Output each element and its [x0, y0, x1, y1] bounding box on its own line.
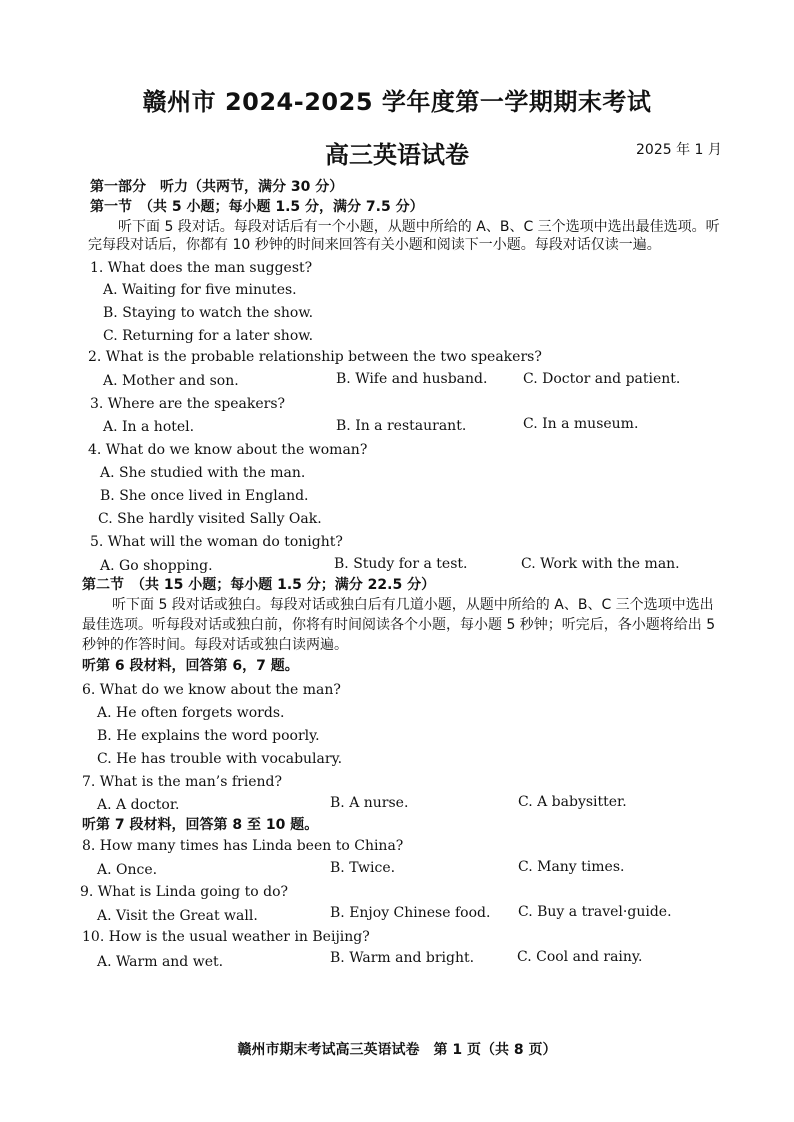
question-5-option-a: A. Go shopping.: [100, 558, 213, 574]
section1-instructions-line2: 完每段对话后，你都有 10 秒钟的时间来回答有关小题和阅读下一小题。每段对话仅读一遍。: [88, 237, 661, 253]
question-9-option-c: C. Buy a travel·guide.: [518, 904, 672, 920]
part1-heading: 第一部分 听力（共两节，满分 30 分）: [90, 179, 344, 195]
question-4-option-a: A. She studied with the man.: [100, 465, 306, 481]
section1-heading: 第一节 （共 5 小题；每小题 1.5 分，满分 7.5 分）: [90, 199, 424, 215]
question-7-option-b: B. A nurse.: [330, 795, 409, 811]
page-footer: 赣州市期末考试高三英语试卷 第 1 页（共 8 页）: [237, 1042, 557, 1058]
exam-subtitle: 高三英语试卷: [325, 141, 469, 169]
question-4-option-b: B. She once lived in England.: [100, 488, 309, 504]
question-1-stem: 1. What does the man suggest?: [90, 260, 313, 276]
section2-heading: 第二节 （共 15 小题；每小题 1.5 分；满分 22.5 分）: [82, 577, 436, 593]
question-5-stem: 5. What will the woman do tonight?: [90, 534, 343, 550]
exam-title: 赣州市 2024-2025 学年度第一学期期末考试: [142, 88, 652, 116]
question-2-option-b: B. Wife and husband.: [336, 371, 488, 387]
question-1-option-b: B. Staying to watch the show.: [103, 305, 314, 321]
question-10-option-c: C. Cool and rainy.: [517, 949, 643, 965]
question-8-stem: 8. How many times has Linda been to China?: [82, 838, 404, 854]
question-1-option-a: A. Waiting for five minutes.: [103, 282, 297, 298]
question-3-option-a: A. In a hotel.: [103, 419, 195, 435]
question-4-stem: 4. What do we know about the woman?: [88, 442, 368, 458]
section1-instructions-line1: 听下面 5 段对话。每段对话后有一个小题，从题中所给的 A、B、C 三个选项中选出最佳选项。听: [118, 219, 720, 235]
material-7-heading: 听第 7 段材料，回答第 8 至 10 题。: [82, 817, 319, 833]
section2-instructions-line2: 最佳选项。听每段对话或独白前，你将有时间阅读各个小题，每小题 5 秒钟；听完后，各小题将给出 5: [82, 617, 716, 633]
question-9-option-b: B. Enjoy Chinese food.: [330, 905, 491, 921]
question-6-option-c: C. He has trouble with vocabulary.: [97, 751, 343, 767]
question-5-option-b: B. Study for a test.: [334, 556, 468, 572]
question-2-stem: 2. What is the probable relationship between the two speakers?: [88, 349, 542, 365]
question-8-option-a: A. Once.: [97, 862, 158, 878]
question-7-option-a: A. A doctor.: [97, 797, 180, 813]
question-7-option-c: C. A babysitter.: [518, 794, 627, 810]
question-9-stem: 9. What is Linda going to do?: [80, 884, 288, 900]
question-7-stem: 7. What is the man’s friend?: [82, 774, 282, 790]
section2-instructions-line1: 听下面 5 段对话或独白。每段对话或独白后有几道小题，从题中所给的 A、B、C 三个选项中选出: [112, 597, 714, 613]
question-3-option-b: B. In a restaurant.: [336, 418, 467, 434]
question-5-option-c: C. Work with the man.: [521, 556, 680, 572]
question-2-option-c: C. Doctor and patient.: [523, 371, 681, 387]
question-3-option-c: C. In a museum.: [523, 416, 639, 432]
question-10-option-a: A. Warm and wet.: [97, 954, 224, 970]
question-1-option-c: C. Returning for a later show.: [103, 328, 314, 344]
question-3-stem: 3. Where are the speakers?: [90, 396, 286, 412]
question-8-option-b: B. Twice.: [330, 860, 396, 876]
exam-date: 2025 年 1 月: [636, 142, 722, 158]
question-6-option-b: B. He explains the word poorly.: [97, 728, 320, 744]
question-6-option-a: A. He often forgets words.: [97, 705, 285, 721]
question-10-stem: 10. How is the usual weather in Beijing?: [82, 929, 370, 945]
question-8-option-c: C. Many times.: [518, 859, 625, 875]
material-6-heading: 听第 6 段材料，回答第 6，7 题。: [82, 658, 299, 674]
question-4-option-c: C. She hardly visited Sally Oak.: [98, 511, 322, 527]
section2-instructions-line3: 秒钟的作答时间。每段对话或独白读两遍。: [82, 637, 348, 653]
question-6-stem: 6. What do we know about the man?: [82, 682, 341, 698]
question-9-option-a: A. Visit the Great wall.: [97, 908, 258, 924]
question-10-option-b: B. Warm and bright.: [330, 950, 475, 966]
question-2-option-a: A. Mother and son.: [103, 373, 239, 389]
